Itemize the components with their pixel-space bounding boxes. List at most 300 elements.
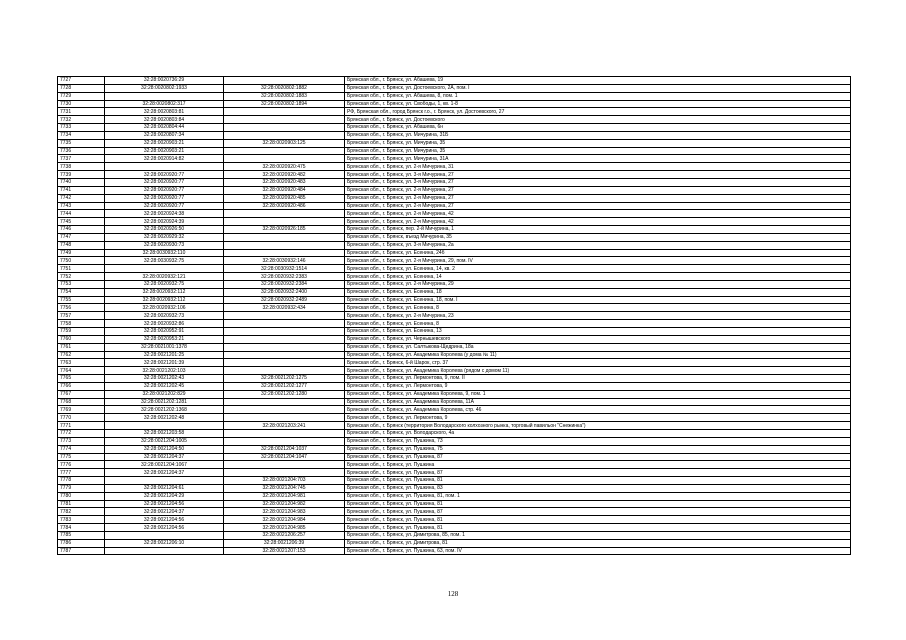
address-cell: Брянская обл., г. Брянск, ул. 3-я Мичурина, 27 (345, 171, 851, 179)
object-cadastral-number-cell: 32:28:0021206:257 (224, 531, 345, 539)
table-row (58, 147, 851, 155)
table-row (58, 116, 851, 124)
land-cadastral-number-cell: 32:28:0030932:110 (105, 249, 224, 257)
land-cadastral-number-cell (105, 265, 224, 273)
object-cadastral-number-cell (224, 233, 345, 241)
table-row (58, 508, 851, 516)
row-number-cell: 7758 (58, 320, 105, 328)
table-row (58, 210, 851, 218)
table-row (58, 461, 851, 469)
object-cadastral-number-cell (224, 218, 345, 226)
land-cadastral-number-cell: 32:28:0020924:38 (105, 210, 224, 218)
land-cadastral-number-cell: 32:28:0021202:1368 (105, 406, 224, 414)
row-number-cell: 7750 (58, 257, 105, 265)
land-cadastral-number-cell (105, 92, 224, 100)
registry-table (57, 76, 851, 555)
address-cell: Брянская обл., г. Брянск, ул. Достоевского, 2А, пом. I (345, 84, 851, 92)
row-number-cell: 7745 (58, 218, 105, 226)
address-cell: Брянская обл., г. Брянск, ул. Лермонтова, 9 (345, 382, 851, 390)
object-cadastral-number-cell: 32:28:0020920:485 (224, 194, 345, 202)
object-cadastral-number-cell: 32:28:0020932:2384 (224, 280, 345, 288)
object-cadastral-number-cell (224, 437, 345, 445)
row-number-cell: 7734 (58, 131, 105, 139)
row-number-cell: 7776 (58, 461, 105, 469)
land-cadastral-number-cell: 32:28:0020932:112 (105, 296, 224, 304)
table-row (58, 477, 851, 485)
land-cadastral-number-cell: 32:28:0020953:21 (105, 335, 224, 343)
table-row (58, 163, 851, 171)
table-row (58, 328, 851, 336)
address-cell: Брянская обл., г. Брянск, ул. Академика Королева, 11А (345, 398, 851, 406)
row-number-cell: 7771 (58, 422, 105, 430)
land-cadastral-number-cell: 32:28:0020920:77 (105, 186, 224, 194)
land-cadastral-number-cell: 32:28:0020932:86 (105, 320, 224, 328)
row-number-cell: 7762 (58, 351, 105, 359)
land-cadastral-number-cell: 32:28:0021201:39 (105, 359, 224, 367)
row-number-cell: 7752 (58, 273, 105, 281)
address-cell: Брянская обл., г. Брянск, ул. Пушкина, 63, пом. IV (345, 547, 851, 555)
land-cadastral-number-cell: 32:28:0020920:77 (105, 194, 224, 202)
address-cell: Брянская обл., г. Брянск, ул. Есенина, 8 (345, 320, 851, 328)
address-cell: РФ, Брянская обл., город Брянск г.о., г. Брянск, ул. Достоевского, 27 (345, 108, 851, 116)
row-number-cell: 7731 (58, 108, 105, 116)
land-cadastral-number-cell: 32:28:0021202:103 (105, 367, 224, 375)
object-cadastral-number-cell (224, 210, 345, 218)
row-number-cell: 7778 (58, 477, 105, 485)
address-cell: Брянская обл., г. Брянск, ул. Пушкина, 81 (345, 516, 851, 524)
object-cadastral-number-cell: 32:28:0021204:981 (224, 492, 345, 500)
table-row (58, 390, 851, 398)
land-cadastral-number-cell (105, 163, 224, 171)
object-cadastral-number-cell (224, 241, 345, 249)
address-cell: Брянская обл., г. Брянск, ул. Есенина, 8 (345, 304, 851, 312)
table-row (58, 375, 851, 383)
object-cadastral-number-cell (224, 155, 345, 163)
land-cadastral-number-cell: 32:28:0021204:37 (105, 453, 224, 461)
address-cell: Брянская обл., г. Брянск, ул. 2-я Мичурина, 23 (345, 312, 851, 320)
table-row (58, 516, 851, 524)
row-number-cell: 7738 (58, 163, 105, 171)
row-number-cell: 7732 (58, 116, 105, 124)
table-row (58, 241, 851, 249)
object-cadastral-number-cell (224, 116, 345, 124)
object-cadastral-number-cell (224, 429, 345, 437)
address-cell: Брянская обл., г. Брянск, ул. Мичурина, 35 (345, 139, 851, 147)
address-cell: Брянская обл., г. Брянск, ул. Есенина, 14 (345, 273, 851, 281)
land-cadastral-number-cell: 32:28:0021202:1281 (105, 398, 224, 406)
address-cell: Брянская обл., г. Брянск, ул. 2-я Мичурина, 27 (345, 194, 851, 202)
table-row (58, 539, 851, 547)
address-cell: Брянская обл., г. Брянск, ул. 2-я Мичурина, 27 (345, 202, 851, 210)
row-number-cell: 7760 (58, 335, 105, 343)
object-cadastral-number-cell (224, 351, 345, 359)
row-number-cell: 7782 (58, 508, 105, 516)
table-row (58, 92, 851, 100)
table-row (58, 304, 851, 312)
object-cadastral-number-cell: 32:28:0030932:146 (224, 257, 345, 265)
address-cell: Брянская обл., г. Брянск, ул. Пушкина, 81, пом. 1 (345, 492, 851, 500)
table-row (58, 414, 851, 422)
table-row (58, 100, 851, 108)
row-number-cell: 7763 (58, 359, 105, 367)
address-cell: Брянская обл., г. Брянск, ул. Академика Королева (у дома № 11) (345, 351, 851, 359)
address-cell: Брянская обл., г. Брянск, ул. Володарского, 4а (345, 429, 851, 437)
object-cadastral-number-cell (224, 335, 345, 343)
table-row (58, 226, 851, 234)
land-cadastral-number-cell (105, 422, 224, 430)
object-cadastral-number-cell: 32:28:0020802:1882 (224, 84, 345, 92)
object-cadastral-number-cell: 32:28:0030932:1514 (224, 265, 345, 273)
land-cadastral-number-cell: 32:28:0020932:106 (105, 304, 224, 312)
row-number-cell: 7768 (58, 398, 105, 406)
table-row (58, 288, 851, 296)
row-number-cell: 7787 (58, 547, 105, 555)
table-row (58, 359, 851, 367)
row-number-cell: 7739 (58, 171, 105, 179)
address-cell: Брянская обл., г. Брянск, ул. 2-я Мичурина, 42 (345, 218, 851, 226)
table-row (58, 139, 851, 147)
object-cadastral-number-cell: 32:28:0021204:703 (224, 477, 345, 485)
table-row (58, 320, 851, 328)
address-cell: Брянская обл., г. Брянск, ул. Пушкина, 73 (345, 437, 851, 445)
table-row (58, 280, 851, 288)
object-cadastral-number-cell (224, 367, 345, 375)
land-cadastral-number-cell: 32:28:0020736:29 (105, 77, 224, 85)
land-cadastral-number-cell (105, 477, 224, 485)
row-number-cell: 7779 (58, 484, 105, 492)
row-number-cell: 7764 (58, 367, 105, 375)
row-number-cell: 7747 (58, 233, 105, 241)
table-row (58, 547, 851, 555)
object-cadastral-number-cell: 32:28:0020920:475 (224, 163, 345, 171)
land-cadastral-number-cell: 32:28:0021202:43 (105, 375, 224, 383)
address-cell: Брянская обл., г. Брянск, ул. Пушкина (345, 461, 851, 469)
table-row (58, 312, 851, 320)
object-cadastral-number-cell (224, 328, 345, 336)
object-cadastral-number-cell: 32:28:0020932:2489 (224, 296, 345, 304)
address-cell: Брянская обл., г. Брянск, ул. Достоевского (345, 116, 851, 124)
object-cadastral-number-cell: 32:28:0020802:1894 (224, 100, 345, 108)
land-cadastral-number-cell: 32:28:0020932:73 (105, 312, 224, 320)
land-cadastral-number-cell: 32:28:0020920:77 (105, 202, 224, 210)
table-row (58, 398, 851, 406)
row-number-cell: 7766 (58, 382, 105, 390)
table-row (58, 492, 851, 500)
row-number-cell: 7757 (58, 312, 105, 320)
address-cell: Брянская обл., г. Брянск, ул. Есенина, 18, пом. I (345, 296, 851, 304)
table-row (58, 422, 851, 430)
table-row (58, 186, 851, 194)
address-cell: Брянская обл., г. Брянск, 6-й Шарок, стр. 37 (345, 359, 851, 367)
land-cadastral-number-cell: 32:28:0021001:1378 (105, 343, 224, 351)
object-cadastral-number-cell (224, 469, 345, 477)
row-number-cell: 7755 (58, 296, 105, 304)
address-cell: Брянская обл., г. Брянск, ул. Лермонтова, 9, пом. II (345, 375, 851, 383)
object-cadastral-number-cell (224, 406, 345, 414)
address-cell: Брянская обл., г. Брянск, ул. 2-я Мичурина, 42 (345, 210, 851, 218)
object-cadastral-number-cell (224, 343, 345, 351)
address-cell: Брянская обл., г. Брянск, ул. Чернышевского (345, 335, 851, 343)
address-cell: Брянская обл., г. Брянск, ул. Академика Королева, стр. 46 (345, 406, 851, 414)
table-row (58, 484, 851, 492)
object-cadastral-number-cell (224, 398, 345, 406)
land-cadastral-number-cell: 32:28:0020920:77 (105, 171, 224, 179)
land-cadastral-number-cell: 32:28:0020932:121 (105, 273, 224, 281)
object-cadastral-number-cell: 32:28:0020920:482 (224, 171, 345, 179)
land-cadastral-number-cell: 32:28:0021204:50 (105, 445, 224, 453)
row-number-cell: 7774 (58, 445, 105, 453)
land-cadastral-number-cell: 32:28:0020807:34 (105, 131, 224, 139)
land-cadastral-number-cell: 32:28:0030932:75 (105, 257, 224, 265)
table-row (58, 343, 851, 351)
row-number-cell: 7729 (58, 92, 105, 100)
row-number-cell: 7744 (58, 210, 105, 218)
address-cell: Брянская обл., г. Брянск, въезд Мичурина, 35 (345, 233, 851, 241)
land-cadastral-number-cell: 32:28:0021204:37 (105, 508, 224, 516)
object-cadastral-number-cell (224, 147, 345, 155)
row-number-cell: 7741 (58, 186, 105, 194)
row-number-cell: 7781 (58, 500, 105, 508)
object-cadastral-number-cell (224, 108, 345, 116)
row-number-cell: 7733 (58, 124, 105, 132)
table-row (58, 131, 851, 139)
object-cadastral-number-cell: 32:28:0020802:1883 (224, 92, 345, 100)
object-cadastral-number-cell (224, 124, 345, 132)
land-cadastral-number-cell: 32:28:0020952:91 (105, 328, 224, 336)
row-number-cell: 7767 (58, 390, 105, 398)
address-cell: Брянская обл., г. Брянск, ул. Димитрова, 85, пом. 1 (345, 531, 851, 539)
land-cadastral-number-cell: 32:28:0021204:56 (105, 524, 224, 532)
table-row (58, 453, 851, 461)
address-cell: Брянская обл., г. Брянск, ул. Салтыкова-Щедрина, 18а (345, 343, 851, 351)
land-cadastral-number-cell: 32:28:0020803:84 (105, 116, 224, 124)
row-number-cell: 7761 (58, 343, 105, 351)
object-cadastral-number-cell (224, 461, 345, 469)
land-cadastral-number-cell: 32:28:0021204:56 (105, 500, 224, 508)
row-number-cell: 7775 (58, 453, 105, 461)
row-number-cell: 7785 (58, 531, 105, 539)
object-cadastral-number-cell: 32:28:0020920:483 (224, 178, 345, 186)
object-cadastral-number-cell (224, 312, 345, 320)
land-cadastral-number-cell: 32:28:0020924:39 (105, 218, 224, 226)
land-cadastral-number-cell: 32:28:0020932:75 (105, 280, 224, 288)
table-row (58, 531, 851, 539)
object-cadastral-number-cell: 32:28:0021204:745 (224, 484, 345, 492)
address-cell: Брянская обл., г. Брянск, ул. Абашева, 8, пом. 1 (345, 92, 851, 100)
table-row (58, 273, 851, 281)
object-cadastral-number-cell: 32:28:0021202:1275 (224, 375, 345, 383)
row-number-cell: 7749 (58, 249, 105, 257)
address-cell: Брянская обл., г. Брянск, ул. 3-я Мичурина, 2а (345, 241, 851, 249)
table-row (58, 265, 851, 273)
land-cadastral-number-cell: 32:28:0020932:112 (105, 288, 224, 296)
table-row (58, 178, 851, 186)
land-cadastral-number-cell: 32:28:0021203:58 (105, 429, 224, 437)
row-number-cell: 7728 (58, 84, 105, 92)
address-cell: Брянская обл., г. Брянск, ул. Есенина, 14, кв. 2 (345, 265, 851, 273)
object-cadastral-number-cell (224, 359, 345, 367)
table-row (58, 500, 851, 508)
row-number-cell: 7727 (58, 77, 105, 85)
row-number-cell: 7784 (58, 524, 105, 532)
address-cell: Брянская обл., г. Брянск, ул. 2-я Мичурина, 31 (345, 163, 851, 171)
object-cadastral-number-cell: 32:28:0021204:982 (224, 500, 345, 508)
object-cadastral-number-cell (224, 77, 345, 85)
land-cadastral-number-cell: 32:28:0021201:25 (105, 351, 224, 359)
table-row (58, 437, 851, 445)
object-cadastral-number-cell: 32:28:0021202:1277 (224, 382, 345, 390)
row-number-cell: 7783 (58, 516, 105, 524)
row-number-cell: 7746 (58, 226, 105, 234)
table-row (58, 108, 851, 116)
row-number-cell: 7751 (58, 265, 105, 273)
table-row (58, 171, 851, 179)
table-row (58, 194, 851, 202)
row-number-cell: 7769 (58, 406, 105, 414)
address-cell: Брянская обл., г. Брянск, ул. Есенина, 13 (345, 328, 851, 336)
table-row (58, 218, 851, 226)
address-cell: Брянская обл., г. Брянск, ул. Мичурина, 35 (345, 147, 851, 155)
address-cell: Брянская обл., г. Брянск, ул. Пушкина, 81 (345, 524, 851, 532)
address-cell: Брянская обл., г. Брянск, ул. Мичурина, 31А (345, 155, 851, 163)
object-cadastral-number-cell (224, 249, 345, 257)
land-cadastral-number-cell: 32:28:0020926:50 (105, 226, 224, 234)
table-row (58, 351, 851, 359)
row-number-cell: 7780 (58, 492, 105, 500)
object-cadastral-number-cell: 32:28:0021207:153 (224, 547, 345, 555)
row-number-cell: 7742 (58, 194, 105, 202)
row-number-cell: 7759 (58, 328, 105, 336)
land-cadastral-number-cell: 32:28:0021202:829 (105, 390, 224, 398)
address-cell: Брянская обл., г. Брянск, ул. Пушкина, 87 (345, 469, 851, 477)
land-cadastral-number-cell: 32:28:0020930:73 (105, 241, 224, 249)
object-cadastral-number-cell: 32:28:0021204:1037 (224, 445, 345, 453)
registry-table-body (58, 77, 851, 555)
table-row (58, 382, 851, 390)
land-cadastral-number-cell: 32:28:0021204:29 (105, 492, 224, 500)
object-cadastral-number-cell: 32:28:0020932:2400 (224, 288, 345, 296)
object-cadastral-number-cell: 32:28:0020932:2383 (224, 273, 345, 281)
land-cadastral-number-cell: 32:28:0020903:21 (105, 139, 224, 147)
land-cadastral-number-cell: 32:28:0021202:48 (105, 414, 224, 422)
object-cadastral-number-cell: 32:28:0021206:39 (224, 539, 345, 547)
object-cadastral-number-cell: 32:28:0021204:984 (224, 516, 345, 524)
row-number-cell: 7736 (58, 147, 105, 155)
object-cadastral-number-cell: 32:28:0021202:1280 (224, 390, 345, 398)
row-number-cell: 7777 (58, 469, 105, 477)
object-cadastral-number-cell: 32:28:0021203:241 (224, 422, 345, 430)
address-cell: Брянская обл., г. Брянск, ул. Есенина, 18 (345, 288, 851, 296)
row-number-cell: 7756 (58, 304, 105, 312)
land-cadastral-number-cell: 32:28:0020802:1933 (105, 84, 224, 92)
address-cell: Брянская обл., г. Брянск, ул. Пушкина, 87 (345, 508, 851, 516)
address-cell: Брянская обл., г. Брянск (территория Володарского колхозного рынка, торговый павильон "Снежинка") (345, 422, 851, 430)
table-row (58, 84, 851, 92)
row-number-cell: 7770 (58, 414, 105, 422)
object-cadastral-number-cell: 32:28:0021204:1047 (224, 453, 345, 461)
object-cadastral-number-cell: 32:28:0020926:185 (224, 226, 345, 234)
table-row (58, 257, 851, 265)
row-number-cell: 7753 (58, 280, 105, 288)
row-number-cell: 7737 (58, 155, 105, 163)
address-cell: Брянская обл., г. Брянск, ул. 3-я Мичурина, 27 (345, 178, 851, 186)
object-cadastral-number-cell (224, 131, 345, 139)
table-row (58, 367, 851, 375)
table-row (58, 469, 851, 477)
land-cadastral-number-cell (105, 547, 224, 555)
table-row (58, 202, 851, 210)
table-row (58, 406, 851, 414)
land-cadastral-number-cell: 32:28:0021204:61 (105, 484, 224, 492)
land-cadastral-number-cell: 32:28:0021204:1005 (105, 437, 224, 445)
address-cell: Брянская обл., г. Брянск, ул. Академика Королева (рядом с домом 11) (345, 367, 851, 375)
table-row (58, 429, 851, 437)
object-cadastral-number-cell (224, 320, 345, 328)
address-cell: Брянская обл., г. Брянск, ул. Димитрова, 81 (345, 539, 851, 547)
land-cadastral-number-cell: 32:28:0021204:1067 (105, 461, 224, 469)
row-number-cell: 7765 (58, 375, 105, 383)
row-number-cell: 7743 (58, 202, 105, 210)
land-cadastral-number-cell: 32:28:0020920:77 (105, 178, 224, 186)
table-row (58, 77, 851, 85)
address-cell: Брянская обл., г. Брянск, ул. Свободы, 1, кв. 1-8 (345, 100, 851, 108)
table-row (58, 296, 851, 304)
object-cadastral-number-cell: 32:28:0021204:985 (224, 524, 345, 532)
address-cell: Брянская обл., г. Брянск, ул. 2-я Мичурина, 29, пом. IV (345, 257, 851, 265)
address-cell: Брянская обл., г. Брянск, ул. Академика Королева, 9, пом. 1 (345, 390, 851, 398)
land-cadastral-number-cell (105, 531, 224, 539)
land-cadastral-number-cell: 32:28:0021202:45 (105, 382, 224, 390)
row-number-cell: 7735 (58, 139, 105, 147)
object-cadastral-number-cell: 32:28:0020920:484 (224, 186, 345, 194)
land-cadastral-number-cell: 32:28:0020804:44 (105, 124, 224, 132)
table-row (58, 155, 851, 163)
address-cell: Брянская обл., г. Брянск, ул. 2-я Мичурина, 27 (345, 186, 851, 194)
address-cell: Брянская обл., г. Брянск, ул. Пушкина, 87 (345, 453, 851, 461)
page-number: 128 (447, 590, 459, 598)
address-cell: Брянская обл., г. Брянск, ул. Пушкина, 81 (345, 477, 851, 485)
address-cell: Брянская обл., г. Брянск, ул. Абашева, 19 (345, 77, 851, 85)
table-row (58, 249, 851, 257)
address-cell: Брянская обл., г. Брянск, ул. Абашева, 6н (345, 124, 851, 132)
table-row (58, 445, 851, 453)
address-cell: Брянская обл., г. Брянск, ул. Есенина, 24б (345, 249, 851, 257)
address-cell: Брянская обл., г. Брянск, ул. Лермонтова, 9 (345, 414, 851, 422)
land-cadastral-number-cell: 32:28:0021204:37 (105, 469, 224, 477)
object-cadastral-number-cell: 32:28:0020932:434 (224, 304, 345, 312)
land-cadastral-number-cell: 32:28:0021206:10 (105, 539, 224, 547)
table-row (58, 524, 851, 532)
land-cadastral-number-cell: 32:28:0020929:32 (105, 233, 224, 241)
address-cell: Брянская обл., г. Брянск, ул. Пушкина, 75 (345, 445, 851, 453)
land-cadastral-number-cell: 32:28:0021204:56 (105, 516, 224, 524)
table-row (58, 335, 851, 343)
row-number-cell: 7786 (58, 539, 105, 547)
object-cadastral-number-cell: 32:28:0020920:486 (224, 202, 345, 210)
land-cadastral-number-cell: 32:28:0020914:82 (105, 155, 224, 163)
row-number-cell: 7773 (58, 437, 105, 445)
row-number-cell: 7730 (58, 100, 105, 108)
row-number-cell: 7740 (58, 178, 105, 186)
address-cell: Брянская обл., г. Брянск, ул. Мичурина, 31Б (345, 131, 851, 139)
object-cadastral-number-cell (224, 414, 345, 422)
table-row (58, 124, 851, 132)
address-cell: Брянская обл., г. Брянск, ул. Пушкина, 83 (345, 484, 851, 492)
row-number-cell: 7772 (58, 429, 105, 437)
object-cadastral-number-cell: 32:28:0020903:125 (224, 139, 345, 147)
land-cadastral-number-cell: 32:28:0020903:21 (105, 147, 224, 155)
address-cell: Брянская обл., г. Брянск, пер. 2-й Мичурина, 1 (345, 226, 851, 234)
